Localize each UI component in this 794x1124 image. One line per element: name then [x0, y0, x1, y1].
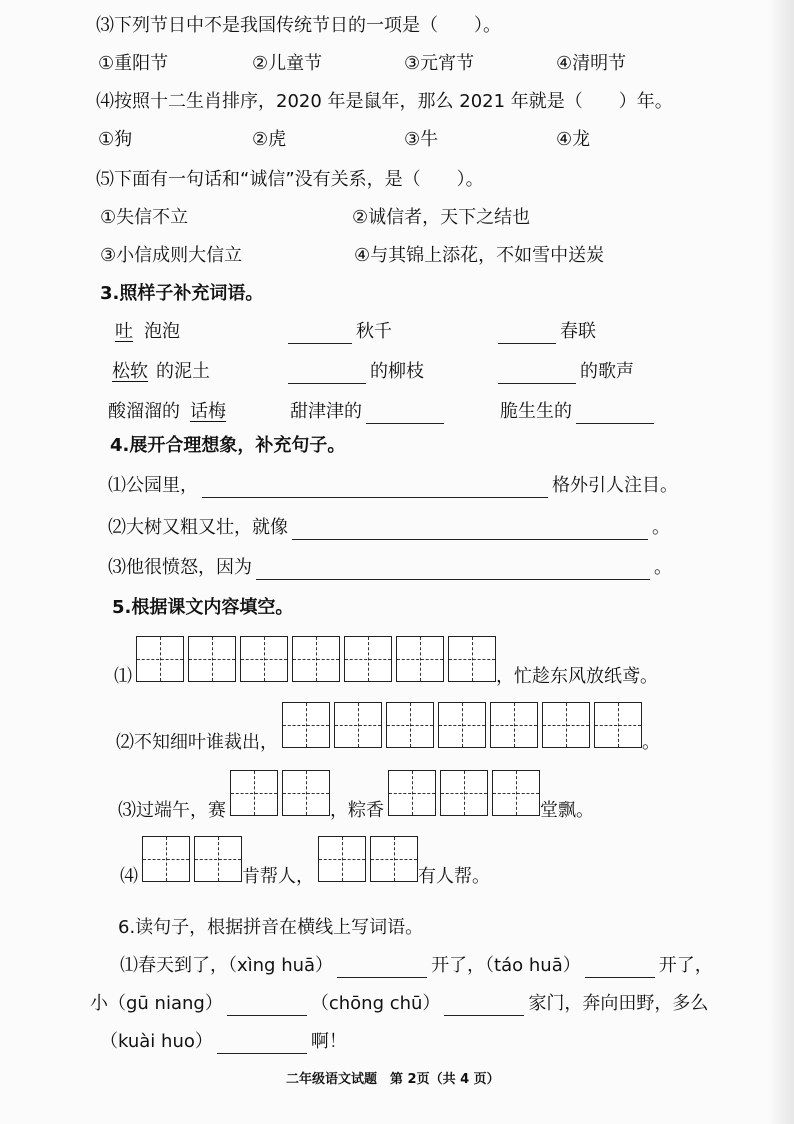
answer-blank[interactable] — [292, 519, 648, 540]
q3-row2-b — [498, 360, 634, 384]
q4-s2 — [108, 516, 670, 540]
q2-s4-stem: ⑷按照十二生肖排序，2020 年是鼠年，那么 2021 年就是（ ）年。 — [96, 91, 673, 112]
q4-s1 — [108, 474, 678, 498]
writing-grid-3[interactable] — [384, 770, 540, 837]
q5-s4 — [120, 836, 490, 903]
q4-title: 4.展开合理想象，补充句子。 — [110, 435, 346, 456]
q3-row2-a-word: 的柳枝 — [370, 361, 424, 382]
answer-blank[interactable] — [576, 403, 654, 424]
q5-s2 — [116, 702, 660, 769]
q3-row2-example-fill: 松软 — [112, 361, 148, 382]
q4-s1-post: 格外引人注目。 — [552, 475, 678, 496]
q3-row1-example-fill: 吐 — [115, 321, 133, 342]
q6-line-3 — [100, 1030, 347, 1054]
q6-title: 6.读句子，根据拼音在横线上写词语。 — [118, 917, 424, 938]
q3-row3-example-word: 酸溜溜的 — [108, 401, 180, 422]
answer-blank[interactable] — [444, 995, 524, 1016]
q5-s3-pre: ⑶过端午，赛 — [118, 800, 226, 821]
q6-l1-a: ⑴春天到了，（xìng huā） — [120, 955, 334, 976]
writing-grid-2[interactable] — [226, 770, 330, 837]
q2-s4-option-1: ①狗 — [98, 129, 133, 150]
q3-row3-example — [108, 400, 236, 424]
q3-row3-b — [500, 400, 658, 424]
q5-s3-mid: ，粽香 — [330, 800, 384, 821]
writing-grid-7[interactable] — [132, 636, 496, 703]
q4-s3-post: 。 — [654, 557, 672, 578]
q4-s3-pre: ⑶他很愤怒，因为 — [108, 557, 252, 578]
q3-row2-b-word: 的歌声 — [580, 361, 634, 382]
q6-l3-b: 啊！ — [310, 1031, 347, 1052]
q2-s3-option-1: ①重阳节 — [98, 53, 169, 74]
writing-grid-2[interactable] — [314, 836, 418, 903]
q5-s1-post: ，忙趁东风放纸鸢。 — [496, 666, 658, 687]
scan-shadow — [768, 0, 794, 1124]
q3-row2-example-word: 的泥土 — [156, 361, 210, 382]
q2-s3-option-2: ②儿童节 — [252, 53, 323, 74]
q6-l1-b: 开了，（táo huā） — [431, 955, 581, 976]
q5-s4-post: 有人帮。 — [418, 866, 490, 887]
q3-row1-example — [104, 320, 180, 344]
q5-s2-post: 。 — [642, 732, 660, 753]
q5-s3-post: 堂飘。 — [540, 800, 594, 821]
q6-l3-a: （kuài huo） — [100, 1031, 213, 1052]
q3-row3-example-fill: 话梅 — [190, 401, 226, 422]
answer-blank[interactable] — [585, 957, 655, 978]
writing-grid-7[interactable] — [278, 702, 642, 769]
answer-blank[interactable] — [366, 403, 444, 424]
q3-row1-b — [498, 320, 596, 344]
page-footer: 二年级语文试题 第 2页（共 4 页） — [286, 1072, 500, 1087]
q6-l2-b: （chōng chū） — [310, 993, 441, 1014]
q4-s3 — [108, 556, 672, 580]
q2-s3-option-3: ③元宵节 — [404, 53, 475, 74]
q5-s1-num: ⑴ — [114, 666, 132, 687]
answer-blank[interactable] — [256, 559, 650, 580]
q6-l1-c: 开了， — [658, 955, 713, 976]
q3-row1-example-word: 泡泡 — [144, 321, 180, 342]
q2-s3-option-4: ④清明节 — [556, 53, 627, 74]
q6-line-1 — [120, 954, 713, 978]
q6-line-2 — [90, 992, 708, 1016]
q2-s5-option-1: ①失信不立 — [100, 207, 189, 228]
q5-s1 — [114, 636, 658, 703]
q3-title: 3.照样子补充词语。 — [100, 283, 264, 304]
q4-s1-pre: ⑴公园里， — [108, 475, 198, 496]
q6-l2-c: 家门，奔向田野，多么 — [528, 993, 709, 1014]
answer-blank[interactable] — [337, 957, 427, 978]
q2-s5-option-2: ②诚信者，天下之结也 — [352, 207, 531, 228]
answer-blank[interactable] — [202, 477, 548, 498]
q5-title: 5.根据课文内容填空。 — [112, 597, 294, 618]
q4-s2-post: 。 — [652, 517, 670, 538]
writing-grid-2[interactable] — [138, 836, 242, 903]
q2-s5-option-3: ③小信成则大信立 — [100, 245, 243, 266]
q3-row3-b-word: 脆生生的 — [500, 401, 572, 422]
q2-s3-stem: ⑶下列节日中不是我国传统节日的一项是（ ）。 — [96, 15, 501, 36]
q3-row1-a-word: 秋千 — [356, 321, 392, 342]
q5-s4-num: ⑷ — [120, 866, 138, 887]
answer-blank[interactable] — [227, 995, 307, 1016]
q3-row3-a-word: 甜津津的 — [290, 401, 362, 422]
q5-s2-pre: ⑵不知细叶谁裁出， — [116, 732, 278, 753]
q2-s5-option-4: ④与其锦上添花，不如雪中送炭 — [354, 245, 605, 266]
q2-s5-stem: ⑸下面有一句话和“诚信”没有关系，是（ ）。 — [96, 169, 484, 190]
q2-s4-option-3: ③牛 — [404, 129, 439, 150]
q2-s4-option-2: ②虎 — [252, 129, 287, 150]
q2-s4-option-4: ④龙 — [556, 129, 591, 150]
q5-s3 — [118, 770, 594, 837]
q5-s4-mid: 肯帮人， — [242, 866, 314, 887]
q3-row1-a — [288, 320, 392, 344]
q6-l2-a: 小（gū niang） — [90, 993, 223, 1014]
answer-blank[interactable] — [498, 323, 556, 344]
q4-s2-pre: ⑵大树又粗又壮，就像 — [108, 517, 288, 538]
q3-row2-a — [288, 360, 424, 384]
q3-row2-example — [104, 360, 210, 384]
q3-row1-b-word: 春联 — [560, 321, 596, 342]
answer-blank[interactable] — [498, 363, 576, 384]
q3-row3-a — [290, 400, 448, 424]
answer-blank[interactable] — [288, 323, 352, 344]
answer-blank[interactable] — [288, 363, 366, 384]
answer-blank[interactable] — [217, 1033, 307, 1054]
